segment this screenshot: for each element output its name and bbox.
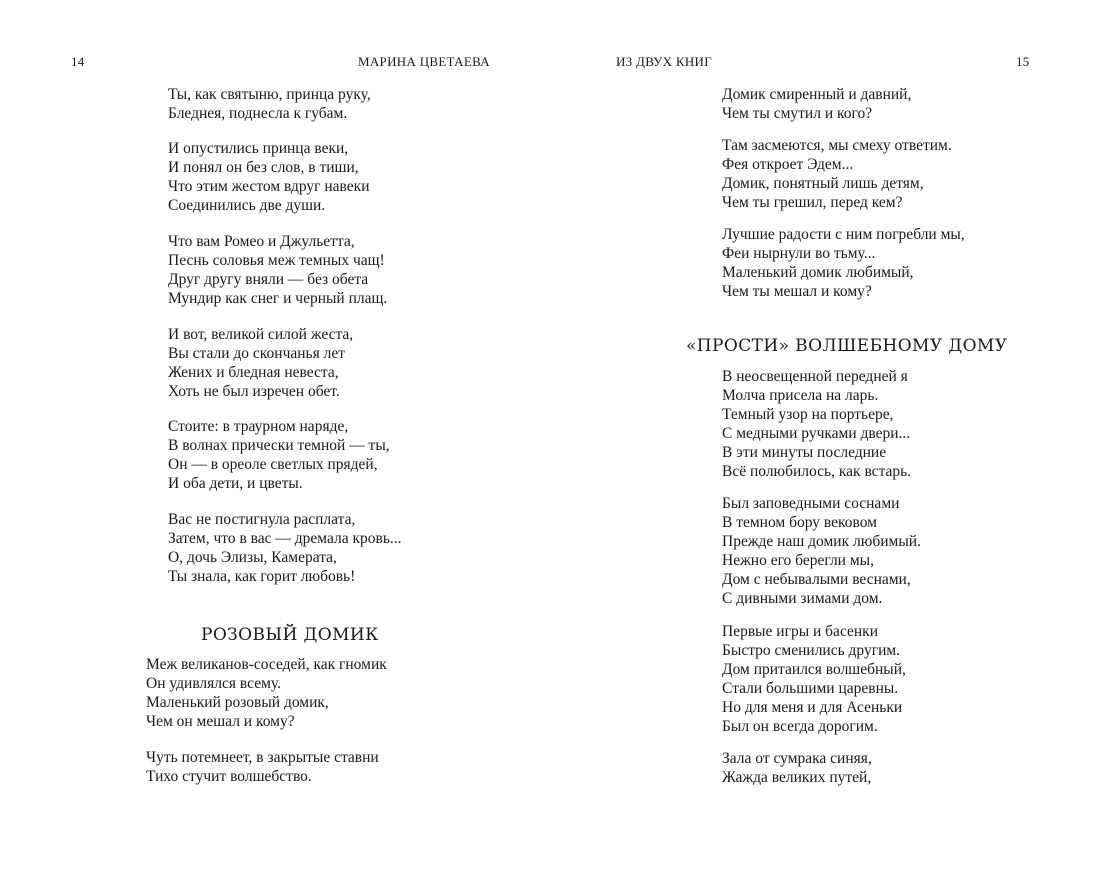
verse-line: С дивными зимами дом. xyxy=(722,589,883,607)
verse-line: И опустились принца веки, xyxy=(168,140,349,157)
verse-line: Феи нырнули во тьму... xyxy=(722,244,876,262)
verse-line: Дом с небывалыми веснами, xyxy=(722,570,911,588)
verse-line: Чем он мешал и кому? xyxy=(146,712,295,730)
verse-line: Жажда великих путей, xyxy=(722,768,872,786)
verse-line: В эти минуты последние xyxy=(722,443,887,461)
poem-title-prosti-volshebnomu-domu: «ПРОСТИ» ВОЛШЕБНОМУ ДОМУ xyxy=(686,336,1008,356)
verse-line: Лучшие радости с ним погребли мы, xyxy=(722,226,965,243)
verse-line: Чуть потемнеет, в закрытые ставни xyxy=(146,749,379,766)
right-page-number: 15 xyxy=(1016,54,1030,69)
verse-line: Что этим жестом вдруг навеки xyxy=(168,177,370,195)
verse-line: Зала от сумрака синяя, xyxy=(722,750,872,767)
verse-line: Песнь соловья меж темных чащ! xyxy=(168,251,385,269)
verse-line: И вот, великой силой жеста, xyxy=(168,326,354,343)
verse-line: Стоите: в траурном наряде, xyxy=(168,418,349,435)
verse-line: Был заповедными соснами xyxy=(722,495,900,512)
verse-line: И понял он без слов, в тиши, xyxy=(168,158,359,176)
verse-line: Темный узор на портьере, xyxy=(722,405,894,423)
right-stanza-5 xyxy=(722,495,921,608)
right-running-title: ИЗ ДВУХ КНИГ xyxy=(616,54,713,69)
verse-line: Домик смиренный и давний, xyxy=(722,86,912,103)
verse-line: Вас не постигнула расплата, xyxy=(168,511,356,528)
verse-line: Чем ты грешил, перед кем? xyxy=(722,193,903,211)
verse-line: Молча присела на ларь. xyxy=(722,386,879,404)
verse-line: Жених и бледная невеста, xyxy=(168,363,339,381)
verse-line: Мундир как снег и черный плащ. xyxy=(168,289,388,307)
left-stanza-4 xyxy=(168,326,353,402)
verse-line: Там засмеются, мы смеху ответим. xyxy=(722,137,952,154)
verse-line: Но для меня и для Асеньки xyxy=(722,698,903,716)
left-stanza-3 xyxy=(168,233,387,309)
verse-line: Соединились две души. xyxy=(168,196,326,214)
verse-line: Тихо стучит волшебство. xyxy=(146,767,312,785)
verse-line: Хоть не был изречен обет. xyxy=(168,382,340,400)
verse-line: Стали большими царевны. xyxy=(722,679,899,697)
verse-line: Что вам Ромео и Джульетта, xyxy=(168,233,355,250)
verse-line: В волнах прически темной — ты, xyxy=(168,436,390,454)
left-stanza-6 xyxy=(168,511,402,587)
verse-line: Маленький домик любимый, xyxy=(722,263,914,281)
verse-line: В неосвещенной передней я xyxy=(722,368,908,385)
verse-line: Маленький розовый домик, xyxy=(146,693,329,711)
right-stanza-6 xyxy=(722,623,906,736)
verse-line: В темном бору вековом xyxy=(722,513,877,531)
right-stanza-7 xyxy=(722,750,872,788)
verse-line: Был он всегда дорогим. xyxy=(722,717,878,735)
verse-line: Чем ты мешал и кому? xyxy=(722,282,872,300)
verse-line: И оба дети, и цветы. xyxy=(168,474,303,492)
verse-line: Ты знала, как горит любовь! xyxy=(168,567,356,585)
verse-line: Друг другу вняли — без обета xyxy=(168,270,369,288)
verse-line: О, дочь Элизы, Камерата, xyxy=(168,548,337,566)
verse-line: Чем ты смутил и кого? xyxy=(722,104,873,122)
verse-line: Домик, понятный лишь детям, xyxy=(722,174,924,192)
verse-line: Фея откроет Эдем... xyxy=(722,155,854,173)
verse-line: Дом притаился волшебный, xyxy=(722,660,906,678)
verse-line: Меж великанов-соседей, как гномик xyxy=(146,656,387,673)
verse-line: Бледнея, поднесла к губам. xyxy=(168,104,348,122)
verse-line: Затем, что в вас — дремала кровь... xyxy=(168,529,402,547)
verse-line: Прежде наш домик любимый. xyxy=(722,532,921,550)
right-stanza-1 xyxy=(722,86,911,124)
verse-line: С медными ручками двери... xyxy=(722,424,911,442)
left-stanza-2 xyxy=(168,140,370,216)
verse-line: Быстро сменились другим. xyxy=(722,641,901,659)
left-stanza-1 xyxy=(168,86,371,124)
right-stanza-3 xyxy=(722,226,965,302)
right-stanza-4 xyxy=(722,368,911,481)
right-stanza-2 xyxy=(722,137,952,213)
verse-line: Нежно его берегли мы, xyxy=(722,551,874,569)
left-stanza-7 xyxy=(146,656,387,732)
verse-line: Он — в ореоле светлых прядей, xyxy=(168,455,378,473)
verse-line: Первые игры и басенки xyxy=(722,623,879,640)
poem-title-rozovyi-domik: РОЗОВЫЙ ДОМИК xyxy=(201,625,379,645)
verse-line: Всё полюбилось, как встарь. xyxy=(722,462,912,480)
verse-line: Ты, как святыню, принца руку, xyxy=(168,86,371,103)
verse-line: Вы стали до скончанья лет xyxy=(168,344,346,362)
left-stanza-5 xyxy=(168,418,390,494)
left-stanza-8 xyxy=(146,749,379,787)
left-running-title: МАРИНА ЦВЕТАЕВА xyxy=(358,54,490,69)
verse-line: Он удивлялся всему. xyxy=(146,674,281,692)
left-page-number: 14 xyxy=(71,54,85,69)
